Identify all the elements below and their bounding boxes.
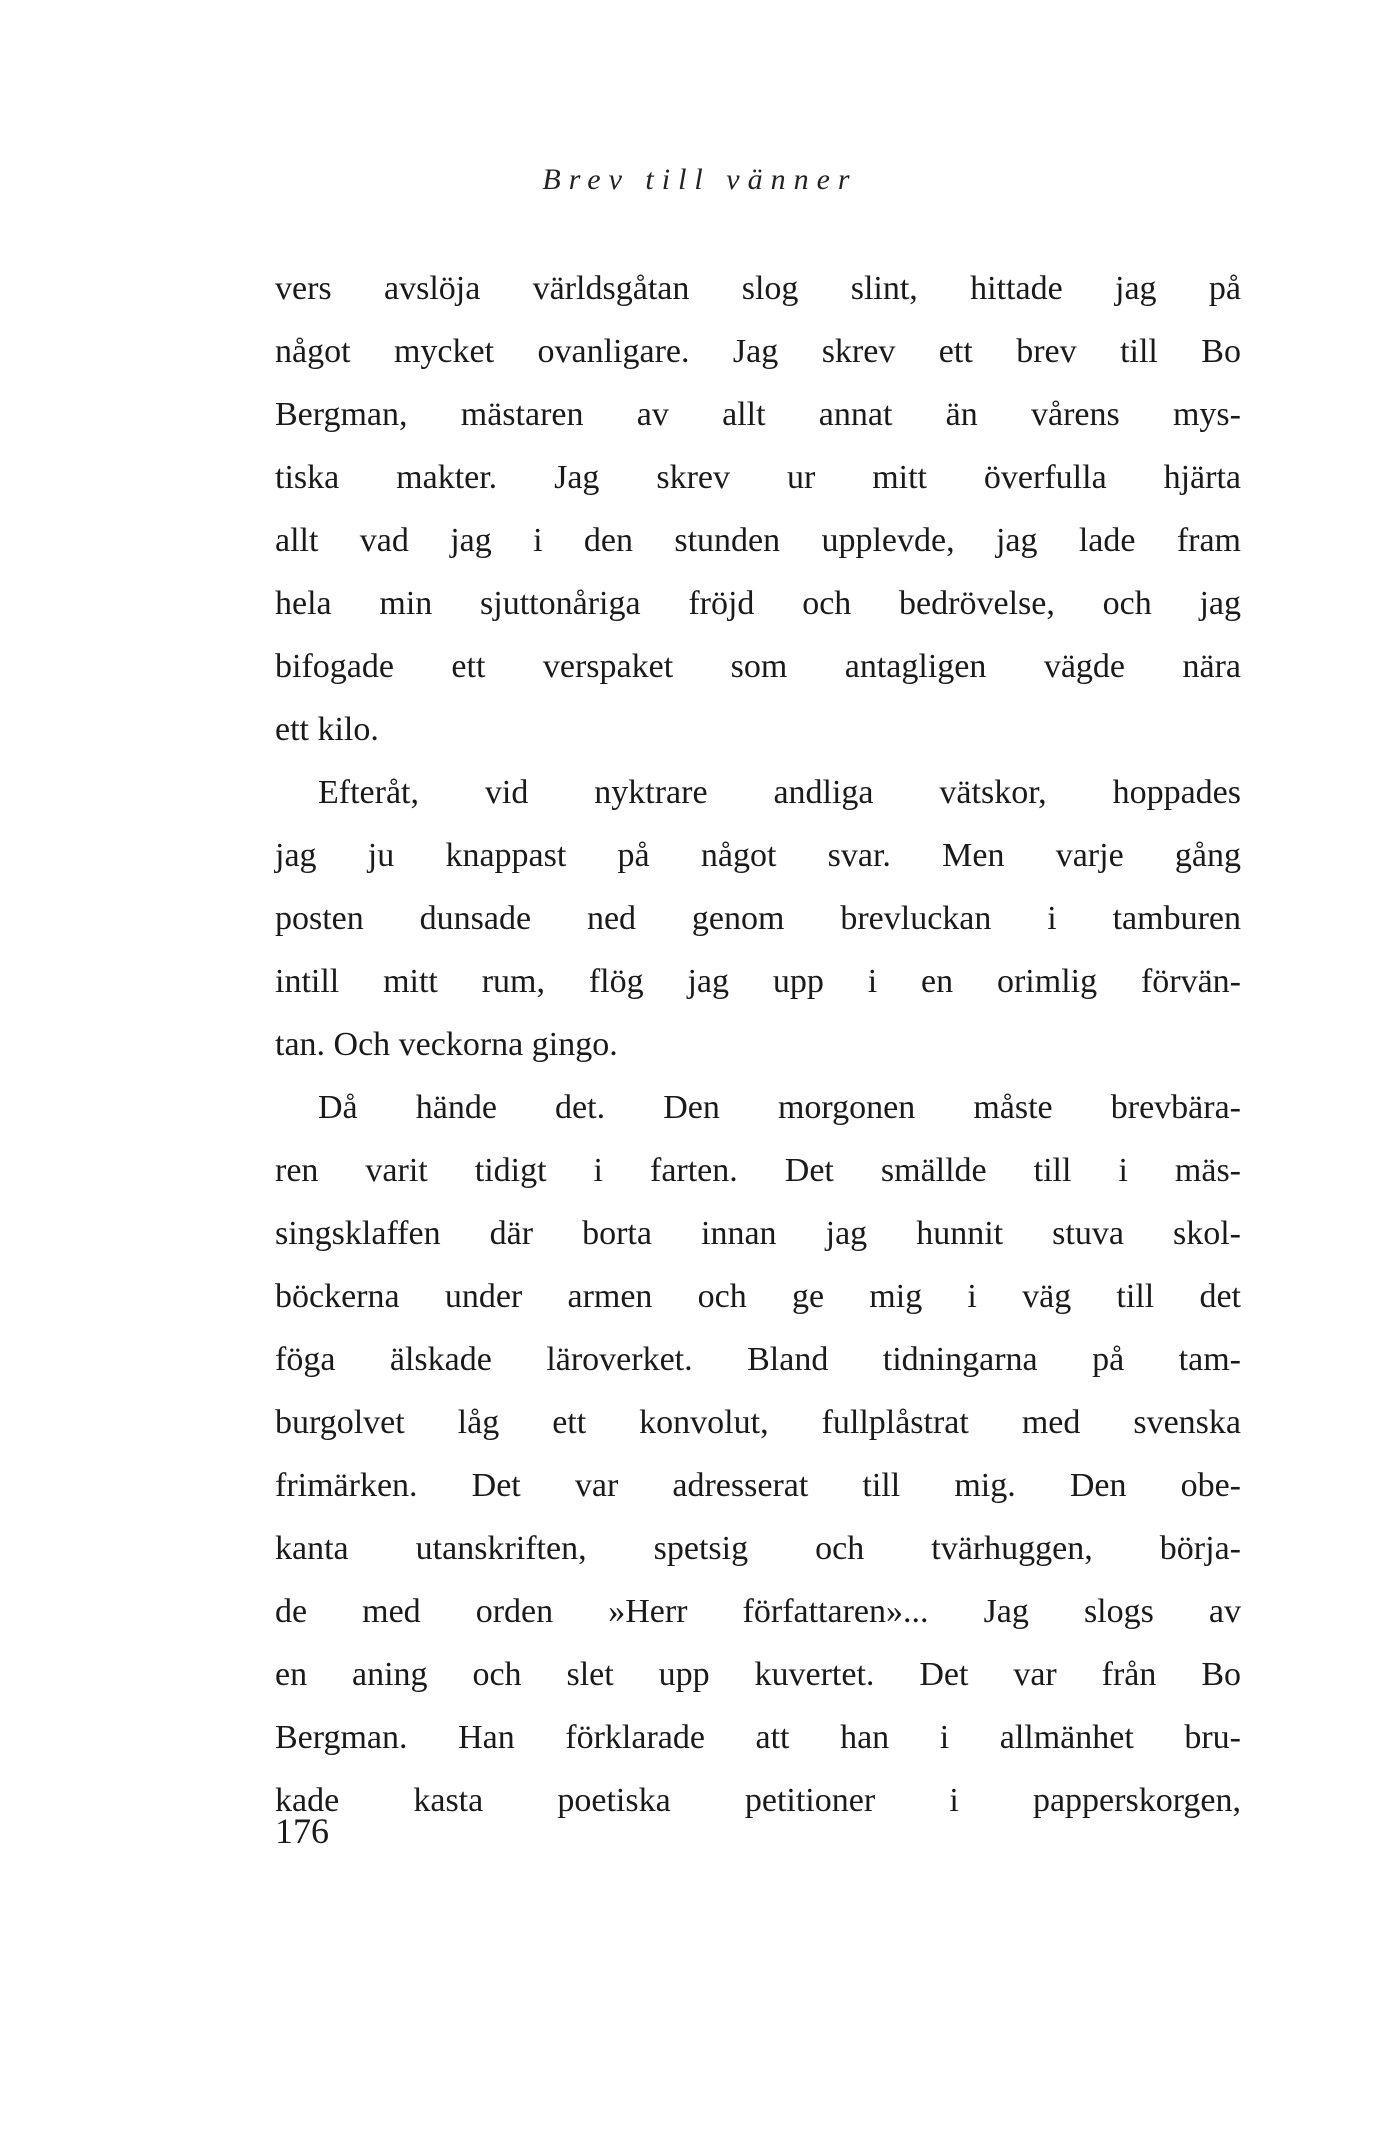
- text-line: tiska makter. Jag skrev ur mitt överfulla hjärta: [275, 459, 1241, 496]
- running-head: Brev till vänner: [542, 163, 858, 196]
- text-line: ren varit tidigt i farten. Det smällde till i mäs-: [275, 1152, 1241, 1189]
- text-line: kanta utanskriften, spetsig och tvärhuggen, börja-: [275, 1530, 1241, 1567]
- text-line: posten dunsade ned genom brevluckan i tamburen: [275, 900, 1241, 937]
- text-line: burgolvet låg ett konvolut, fullplåstrat med svenska: [275, 1404, 1241, 1441]
- text-line: Efteråt, vid nyktrare andliga vätskor, hoppades: [318, 774, 1241, 811]
- text-line: allt vad jag i den stunden upplevde, jag lade fram: [275, 522, 1241, 559]
- text-line: intill mitt rum, flög jag upp i en orimlig förvän-: [275, 963, 1241, 1000]
- text-line: föga älskade läroverket. Bland tidningarna på tam-: [275, 1341, 1241, 1378]
- text-line: de med orden »Herr författaren»... Jag slogs av: [275, 1593, 1241, 1630]
- text-line: ett kilo.: [275, 711, 379, 748]
- text-line: vers avslöja världsgåtan slog slint, hittade jag på: [275, 270, 1241, 307]
- text-line: jag ju knappast på något svar. Men varje gång: [275, 837, 1241, 874]
- text-line: kade kasta poetiska petitioner i papperskorgen,: [275, 1782, 1241, 1819]
- text-line: frimärken. Det var adresserat till mig. Den obe-: [275, 1467, 1241, 1504]
- paragraph-3: [275, 1076, 1241, 1832]
- text-line: Bergman, mästaren av allt annat än vårens mys-: [275, 396, 1241, 433]
- text-line: Då hände det. Den morgonen måste brevbära-: [318, 1089, 1241, 1126]
- text-line: Bergman. Han förklarade att han i allmänhet bru-: [275, 1719, 1241, 1756]
- text-line: hela min sjuttonåriga fröjd och bedrövelse, och jag: [275, 585, 1241, 622]
- body-text: [275, 257, 1241, 1832]
- text-line: böckerna under armen och ge mig i väg till det: [275, 1278, 1241, 1315]
- page-number: 176: [275, 1811, 329, 1851]
- text-line: en aning och slet upp kuvertet. Det var från Bo: [275, 1656, 1241, 1693]
- text-line: singsklaffen där borta innan jag hunnit stuva skol-: [275, 1215, 1241, 1252]
- text-line: tan. Och veckorna gingo.: [275, 1026, 618, 1063]
- text-line: något mycket ovanligare. Jag skrev ett brev till Bo: [275, 333, 1241, 370]
- paragraph-1: [275, 257, 1241, 761]
- paragraph-2: [275, 761, 1241, 1076]
- text-line: bifogade ett verspaket som antagligen vägde nära: [275, 648, 1241, 685]
